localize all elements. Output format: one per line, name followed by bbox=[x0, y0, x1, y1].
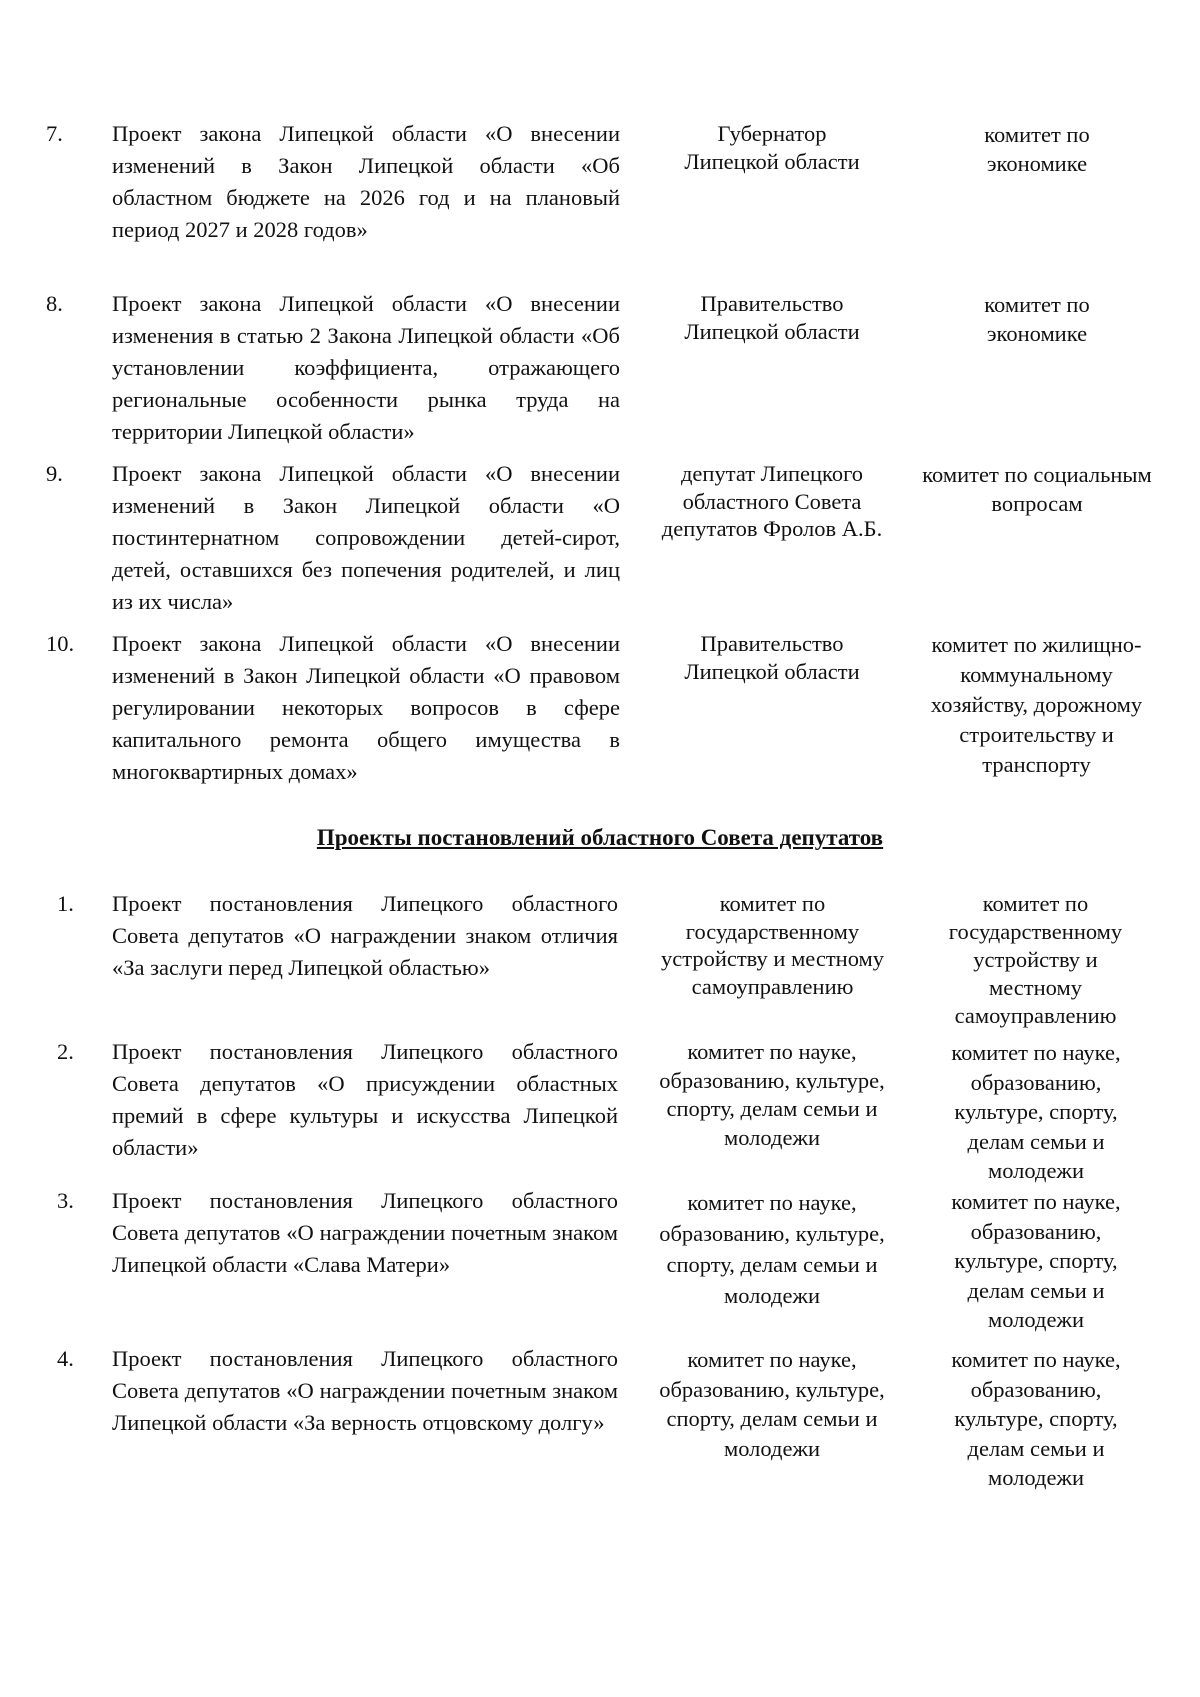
resolution-number: 1. bbox=[57, 891, 74, 916]
law-committee: комитет по экономике bbox=[984, 292, 1090, 346]
law-title: Проект закона Липецкой области «О внесении изменения в статью 2 Закона Липецкой области «Об установлении коэффициента, отражающего региональные особенности рынка труда на территории Липецкой области» bbox=[112, 291, 620, 444]
resolution-number: 3. bbox=[57, 1188, 74, 1213]
law-number: 9. bbox=[46, 461, 63, 486]
resolution-number: 4. bbox=[57, 1346, 74, 1371]
resolution-committee: комитет по науке, образованию, культуре, спорту, делам семьи и молодежи bbox=[951, 1347, 1121, 1490]
resolution-title: Проект постановления Липецкого областного Совета депутатов «О награждении знаком отличия «За заслуги перед Липецкой областью» bbox=[112, 891, 618, 980]
law-title: Проект закона Липецкой области «О внесении изменений в Закон Липецкой области «О правовом регулировании некоторых вопросов в сфере капитального ремонта общего имущества в многоквартирных домах» bbox=[112, 631, 620, 784]
law-number: 7. bbox=[46, 121, 63, 146]
resolution-committee: комитет по науке, образованию, культуре, спорту, делам семьи и молодежи bbox=[951, 1189, 1121, 1332]
law-title: Проект закона Липецкой области «О внесении изменений в Закон Липецкой области «Об областном бюджете на 2026 год и на плановый период 2027 и 2028 годов» bbox=[112, 121, 620, 242]
resolution-author: комитет по государственному устройству и местному самоуправлению bbox=[660, 891, 885, 999]
law-author: депутат Липецкого областного Совета депутатов Фролов А.Б. bbox=[661, 461, 883, 541]
resolutions-section-heading: Проекты постановлений областного Совета депутатов bbox=[316, 825, 884, 850]
resolution-title: Проект постановления Липецкого областного Совета депутатов «О присуждении областных премий в сфере культуры и искусства Липецкой области» bbox=[112, 1039, 618, 1160]
resolution-committee: комитет по науке, образованию, культуре, спорту, делам семьи и молодежи bbox=[951, 1040, 1121, 1183]
law-committee: комитет по социальным вопросам bbox=[922, 462, 1152, 516]
law-number: 10. bbox=[46, 631, 75, 656]
law-number: 8. bbox=[46, 291, 63, 316]
resolution-number: 2. bbox=[57, 1039, 74, 1064]
resolution-title: Проект постановления Липецкого областного Совета депутатов «О награждении почетным знаком Липецкой области «За верность отцовскому долгу» bbox=[112, 1346, 618, 1435]
resolution-author: комитет по науке, образованию, культуре, спорту, делам семьи и молодежи bbox=[659, 1347, 885, 1461]
resolution-author: комитет по науке, образованию, культуре, спорту, делам семьи и молодежи bbox=[659, 1039, 885, 1150]
law-committee: комитет по жилищно-коммунальному хозяйству, дорожному строительству и транспорту bbox=[930, 632, 1143, 777]
law-title: Проект закона Липецкой области «О внесении изменений в Закон Липецкой области «О постинтернатном сопровождении детей-сирот, детей, оставшихся без попечения родителей, и лиц из их числа» bbox=[112, 461, 620, 614]
law-author: Правительство Липецкой области bbox=[684, 291, 860, 344]
law-author: Губернатор Липецкой области bbox=[684, 121, 860, 174]
law-committee: комитет по экономике bbox=[984, 122, 1090, 176]
resolution-title: Проект постановления Липецкого областного Совета депутатов «О награждении почетным знаком Липецкой области «Слава Матери» bbox=[112, 1188, 618, 1277]
law-author: Правительство Липецкой области bbox=[684, 631, 860, 684]
resolution-author: комитет по науке, образованию, культуре, спорту, делам семьи и молодежи bbox=[659, 1190, 885, 1308]
resolution-committee: комитет по государственному устройству и местному самоуправлению bbox=[948, 891, 1123, 1028]
